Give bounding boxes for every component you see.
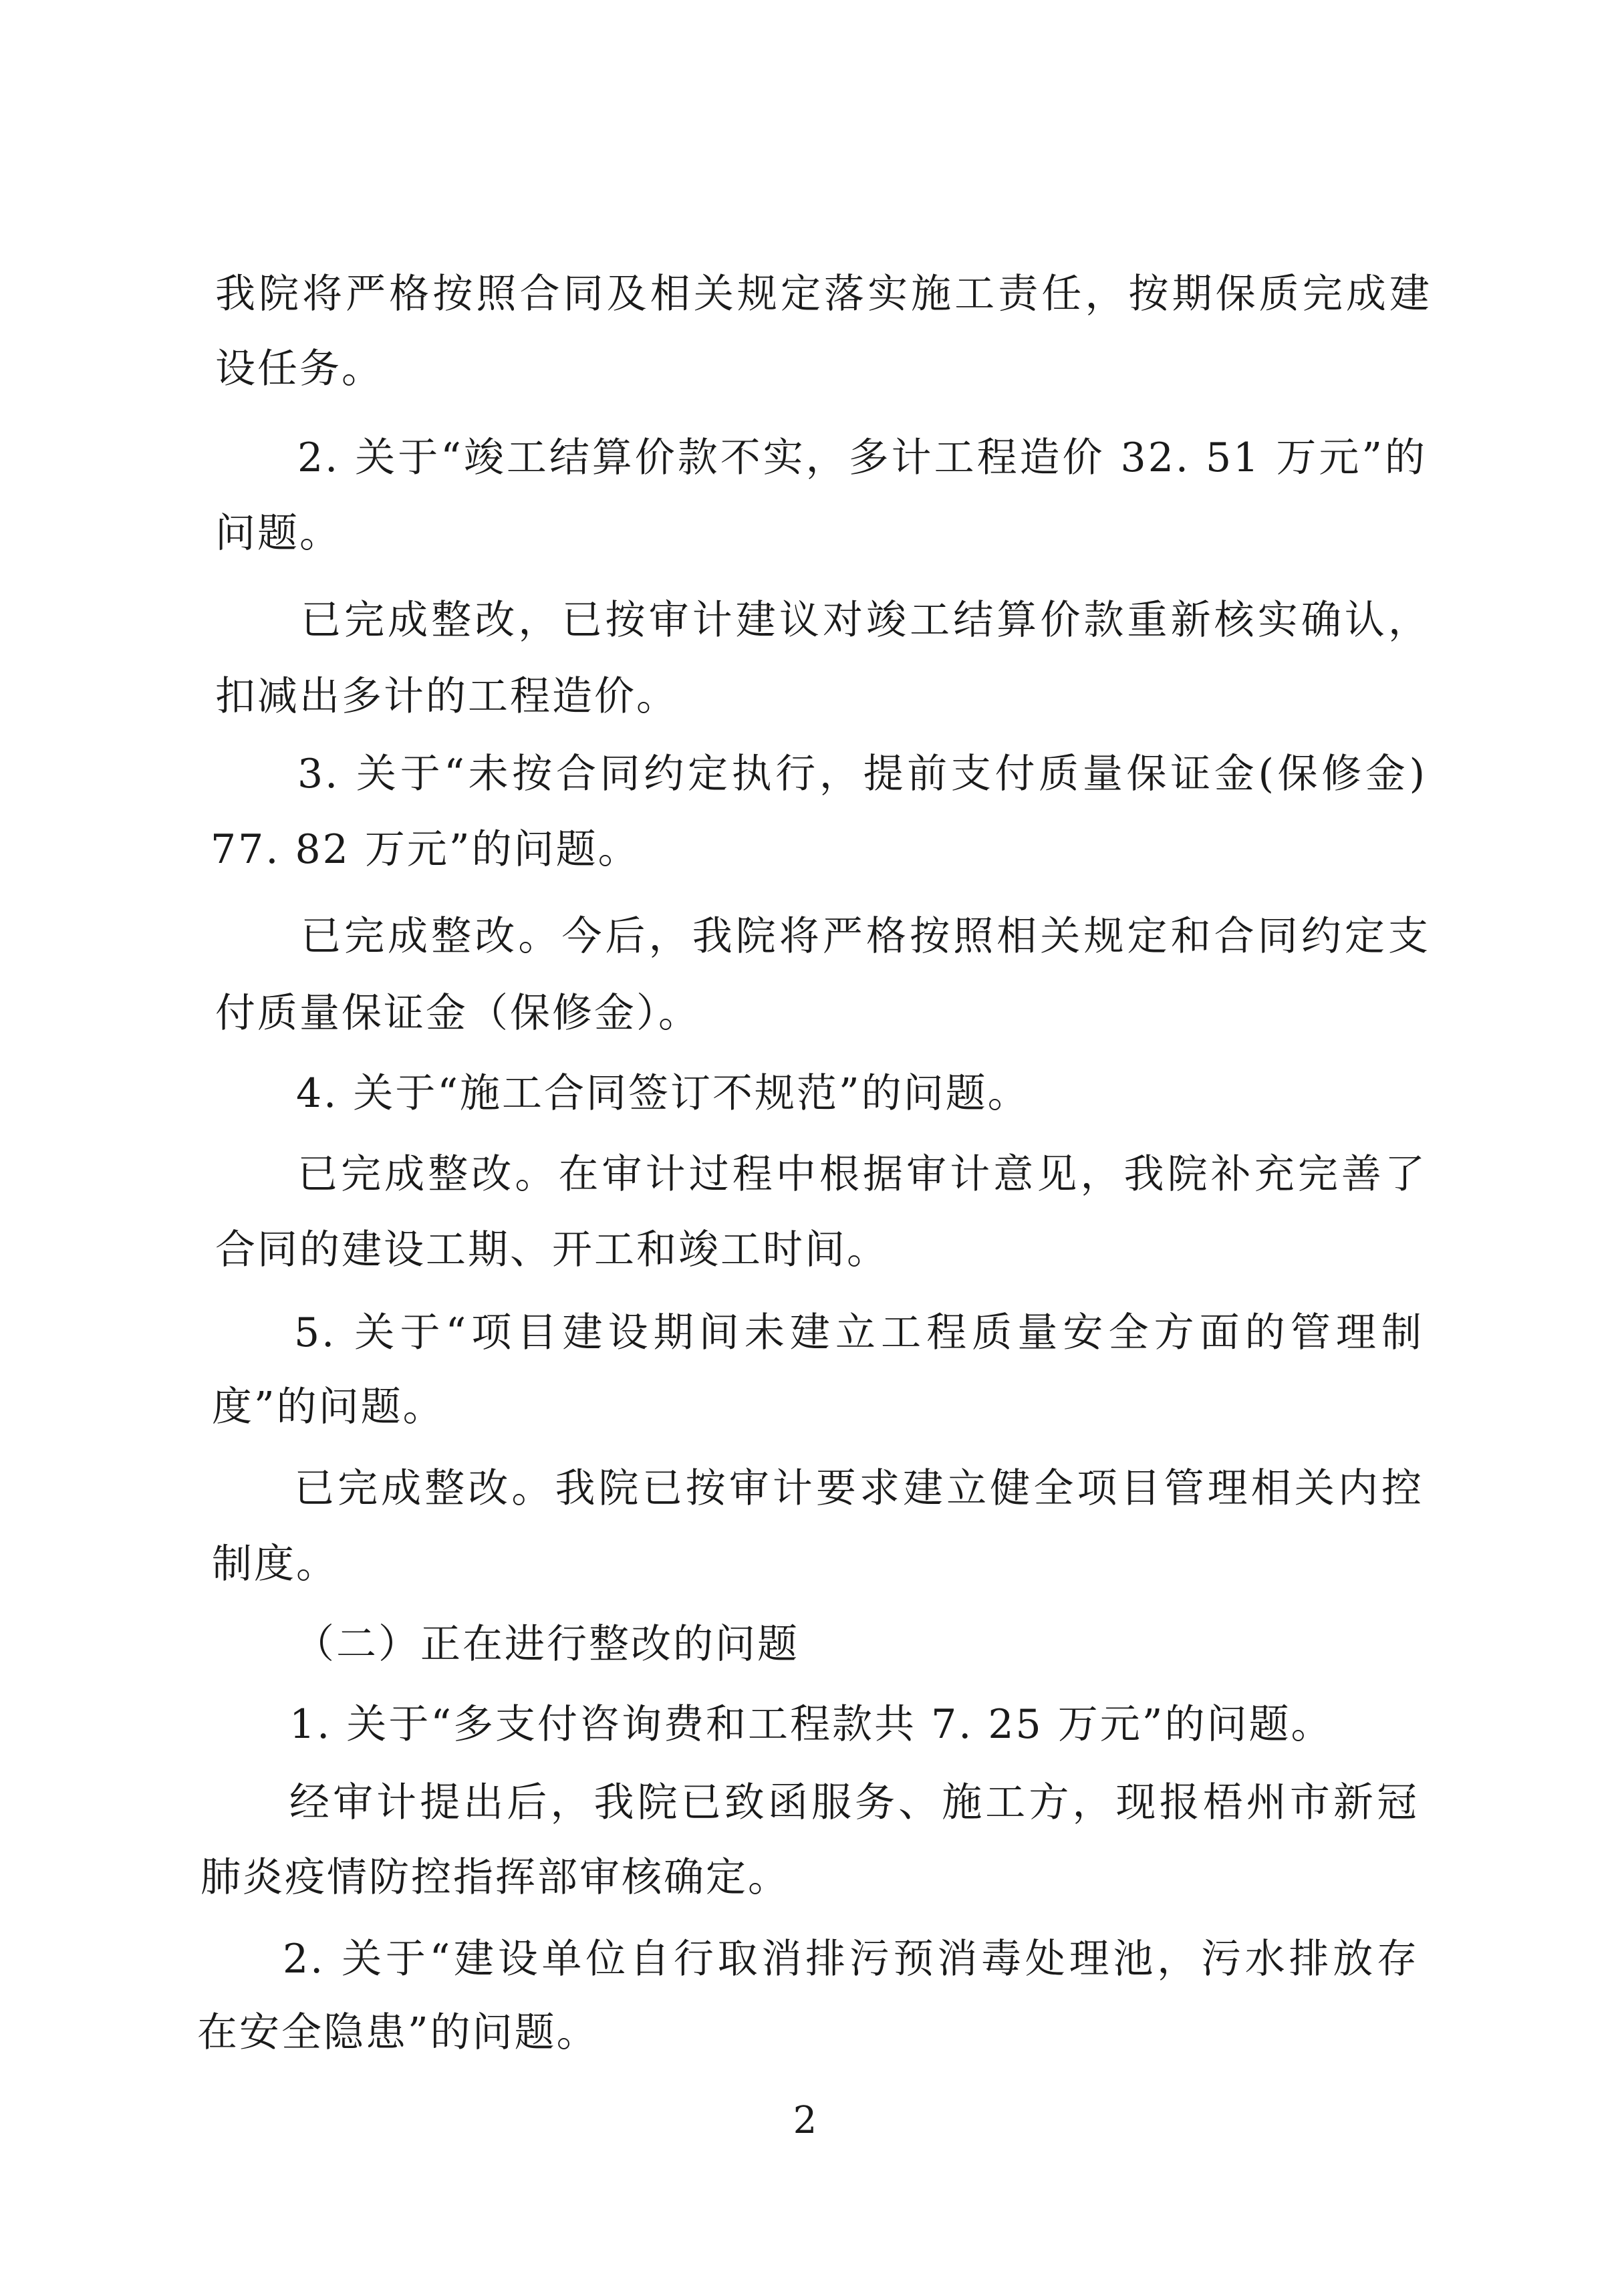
text-line: 已完成整改，已按审计建议对竣工结算价款重新核实确认，: [301, 597, 1430, 644]
page-number: 2: [793, 2099, 817, 2142]
section-heading: （二）正在进行整改的问题: [294, 1621, 799, 1668]
text-line: 4. 关于“施工合同签订不规范”的问题。: [296, 1070, 1030, 1117]
text-line: 肺炎疫情防控指挥部审核确定。: [200, 1854, 790, 1901]
text-line: 1. 关于“多支付咨询费和工程款共 7. 25 万元”的问题。: [289, 1701, 1333, 1748]
text-line: 合同的建设工期、开工和竣工时间。: [215, 1227, 889, 1273]
text-line: 2. 关于“建设单位自行取消排污预消毒处理池，污水排放存: [283, 1936, 1419, 1983]
text-line: 度”的问题。: [212, 1384, 445, 1430]
text-line: 制度。: [212, 1541, 338, 1587]
text-line: 扣减出多计的工程造价。: [215, 673, 678, 720]
text-line: 付质量保证金（保修金）。: [215, 990, 700, 1037]
text-line: 在安全隐患”的问题。: [197, 2009, 599, 2056]
text-line: 2. 关于“竣工结算价款不实，多计工程造价 32. 51 万元”的: [297, 434, 1427, 481]
text-line: 77. 82 万元”的问题。: [211, 826, 640, 873]
text-line: 已完成整改。在审计过程中根据审计意见，我院补充完善了: [297, 1151, 1427, 1198]
text-line: 5. 关于“项目建设期间未建立工程质量安全方面的管理制: [294, 1309, 1424, 1356]
text-line: 3. 关于“未按合同约定执行，提前支付质量保证金(保修金): [297, 751, 1427, 797]
text-line: 问题。: [215, 510, 342, 557]
text-line: 已完成整改。我院已按审计要求建立健全项目管理相关内控: [294, 1465, 1424, 1512]
text-line: 已完成整改。今后，我院将严格按照相关规定和合同约定支: [301, 913, 1430, 960]
text-line: 我院将严格按照合同及相关规定落实施工责任，按期保质完成建: [215, 271, 1432, 317]
text-line: 经审计提出后，我院已致函服务、施工方，现报梧州市新冠: [289, 1779, 1419, 1826]
text-line: 设任务。: [215, 346, 384, 392]
